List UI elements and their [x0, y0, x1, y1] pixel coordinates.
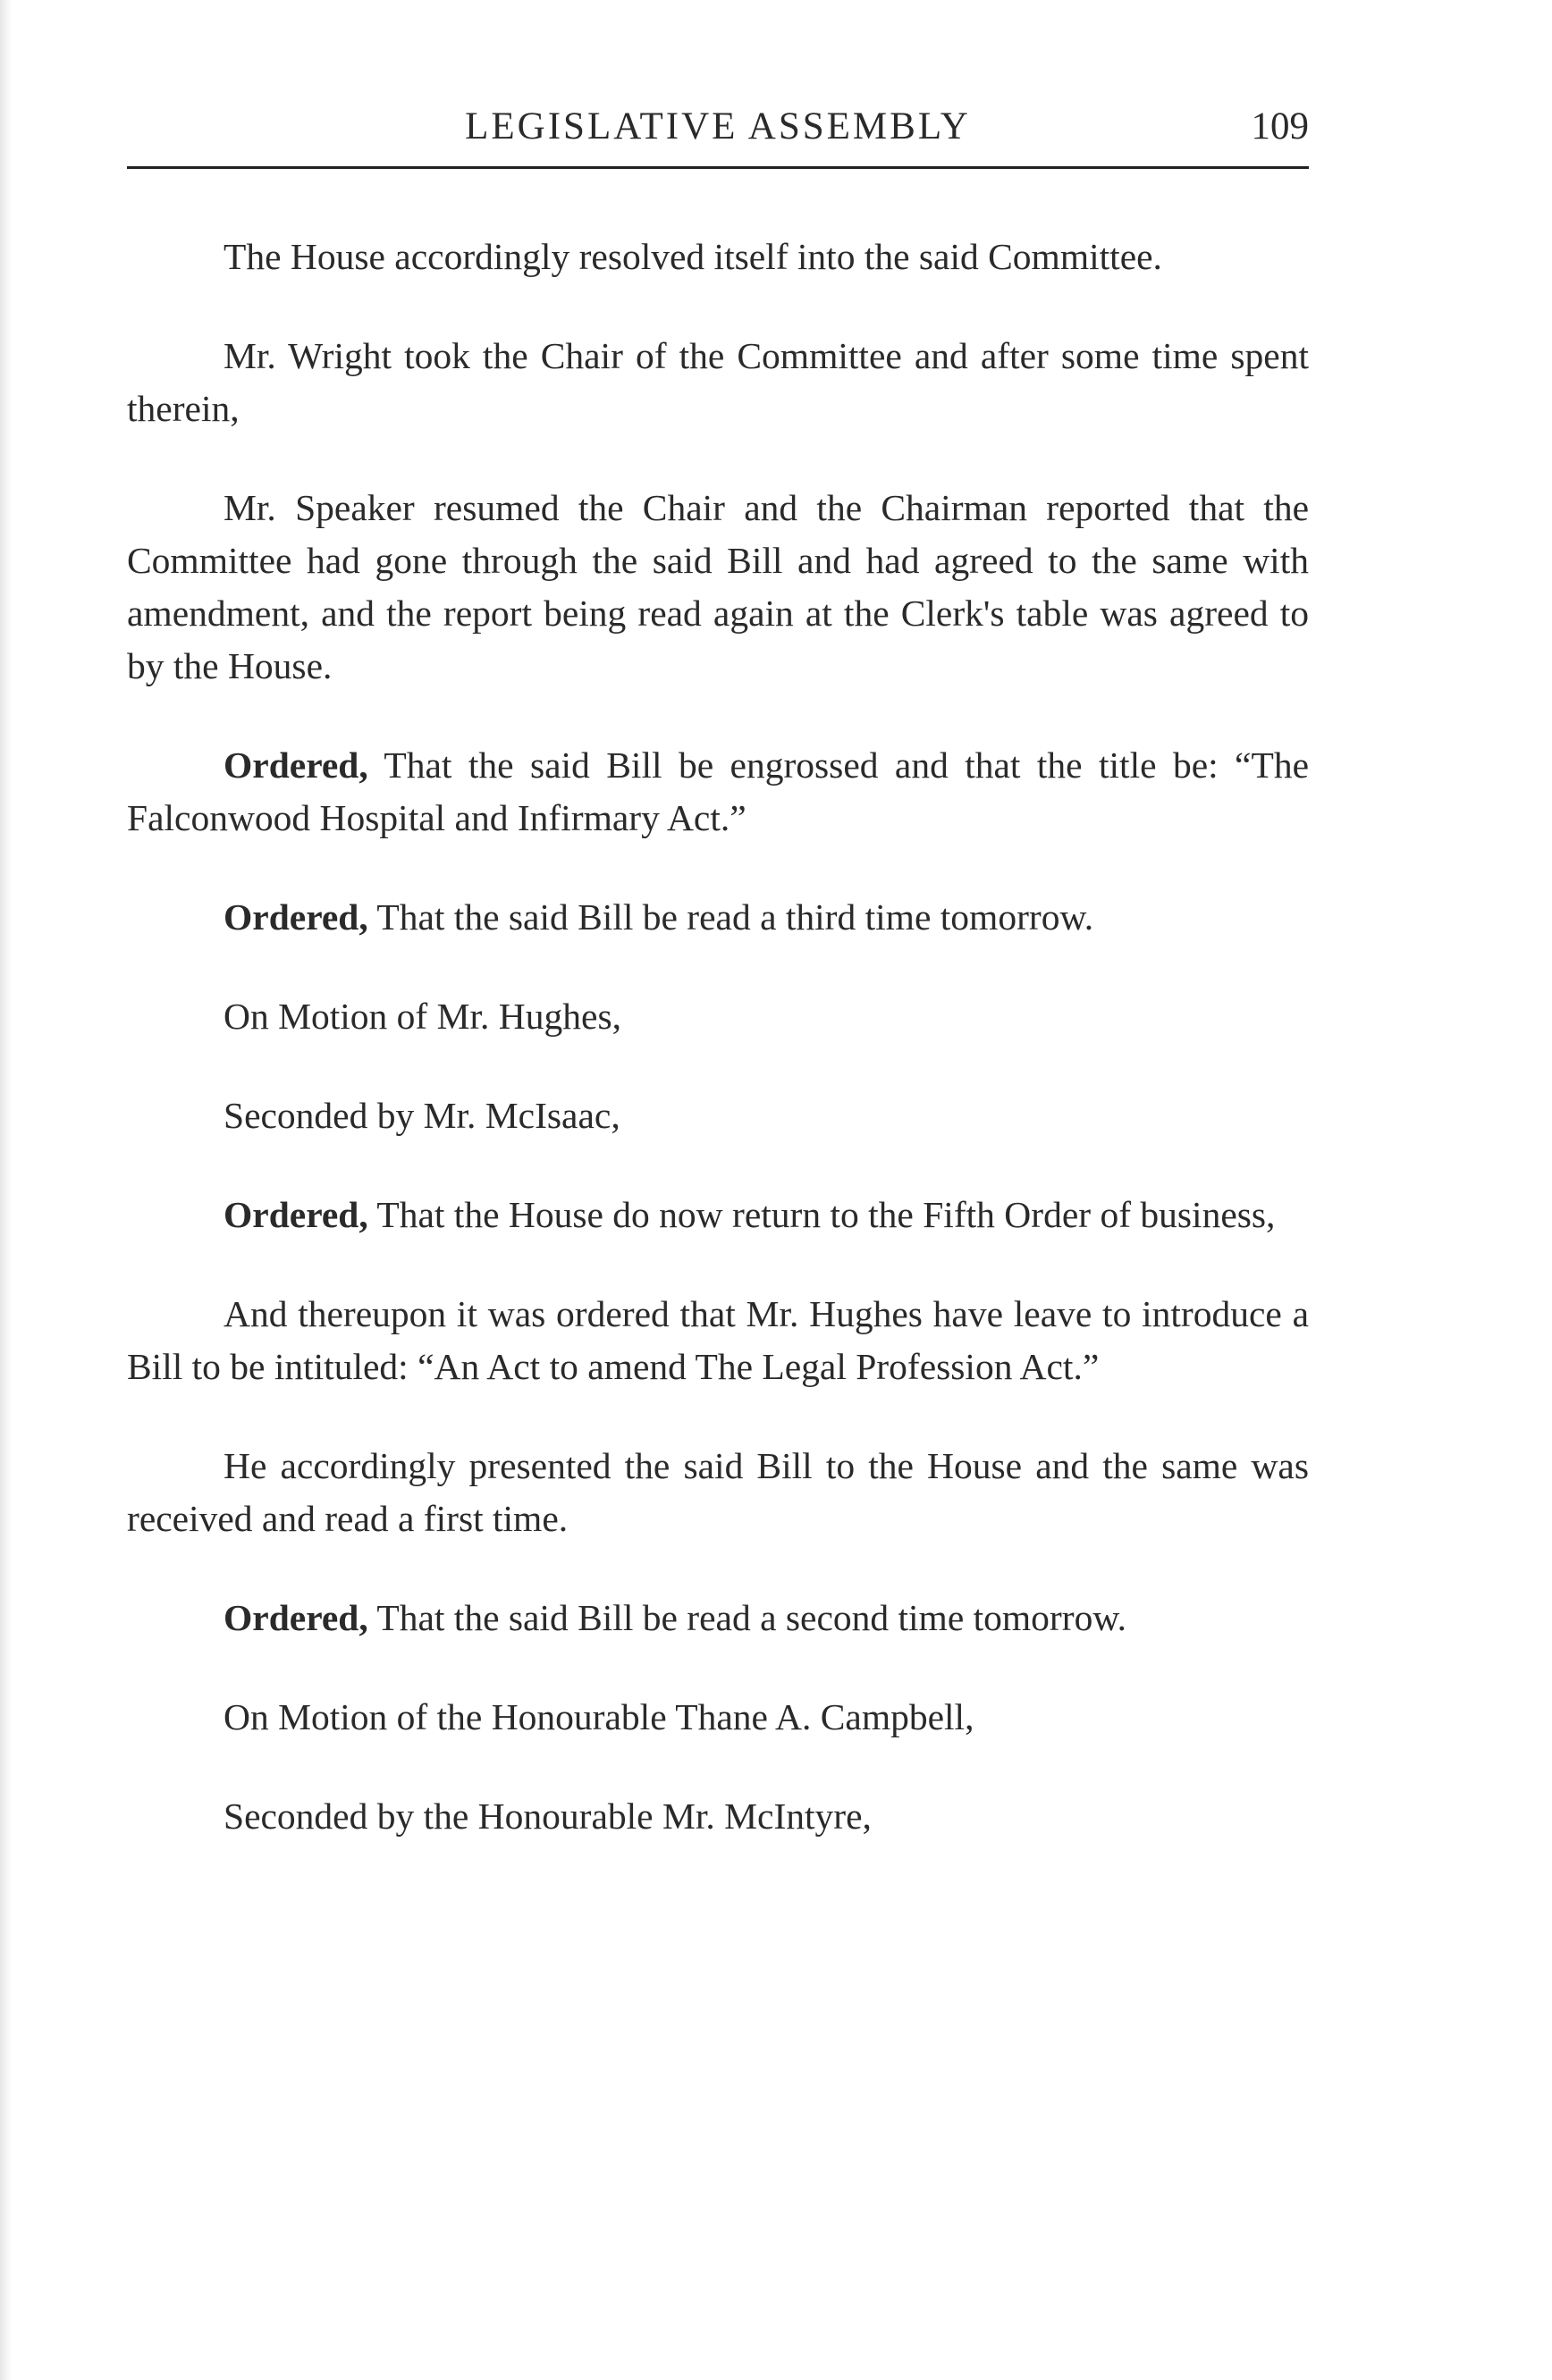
paragraph-lead: Ordered,	[224, 1597, 368, 1638]
running-title: LEGISLATIVE ASSEMBLY	[465, 105, 971, 147]
page-header	[127, 100, 1309, 154]
paragraph-leave-introduce-bill	[127, 1288, 1309, 1393]
paragraph-motion-hughes	[127, 990, 1309, 1043]
paragraph-text: That the said Bill be read a second time tomorrow.	[367, 1597, 1126, 1638]
paragraph-lead: Ordered,	[224, 1194, 368, 1235]
paragraph-seconded-mcintyre	[127, 1790, 1309, 1843]
paragraph-text: Seconded by the Honourable Mr. McIntyre,	[224, 1796, 872, 1837]
paragraph-chair-taken	[127, 330, 1309, 435]
paragraph-seconded-mcisaac	[127, 1089, 1309, 1142]
paragraph-text: And thereupon it was ordered that Mr. Hughes have leave to introduce a Bill to be intituled: “An Act to amend The Legal Profession Act.”	[127, 1293, 1309, 1387]
paragraph-text: Seconded by Mr. McIsaac,	[224, 1095, 620, 1136]
paragraph-text: That the said Bill be engrossed and that the title be: “The Falconwood Hospital and Infirmary Act.”	[127, 744, 1309, 838]
paragraph-ordered-third-reading	[127, 891, 1309, 944]
paragraph-speaker-resumed	[127, 482, 1309, 693]
paragraph-text: On Motion of the Honourable Thane A. Campbell,	[224, 1696, 974, 1737]
paragraph-ordered-second-reading	[127, 1592, 1309, 1644]
paragraph-motion-campbell	[127, 1691, 1309, 1744]
paragraph-ordered-fifth-order	[127, 1189, 1309, 1241]
paragraph-text: On Motion of Mr. Hughes,	[224, 996, 621, 1037]
page-edge-shadow	[0, 0, 13, 2380]
paragraph-bill-presented	[127, 1440, 1309, 1545]
paragraph-text: He accordingly presented the said Bill to the House and the same was received and read a first time.	[127, 1445, 1309, 1539]
page-number: 109	[1251, 105, 1309, 147]
body-text	[127, 231, 1309, 1889]
paragraph-text: That the House do now return to the Fifth Order of business,	[367, 1194, 1276, 1235]
paragraph-text: That the said Bill be read a third time tomorrow.	[367, 896, 1094, 938]
paragraph-ordered-engrossed	[127, 739, 1309, 845]
paragraph-text: Mr. Speaker resumed the Chair and the Chairman reported that the Committee had gone through the said Bill and had agreed to the same with amendment, and the report being read again at the Clerk's table was agreed to by the House.	[127, 487, 1309, 686]
header-rule	[127, 166, 1309, 169]
paragraph-lead: Ordered,	[224, 744, 368, 786]
paragraph-text: Mr. Wright took the Chair of the Committee and after some time spent therein,	[127, 335, 1309, 429]
paragraph-lead: Ordered,	[224, 896, 368, 938]
paragraph-text: The House accordingly resolved itself into the said Committee.	[224, 236, 1162, 277]
paragraph-committee-resolved	[127, 231, 1309, 283]
